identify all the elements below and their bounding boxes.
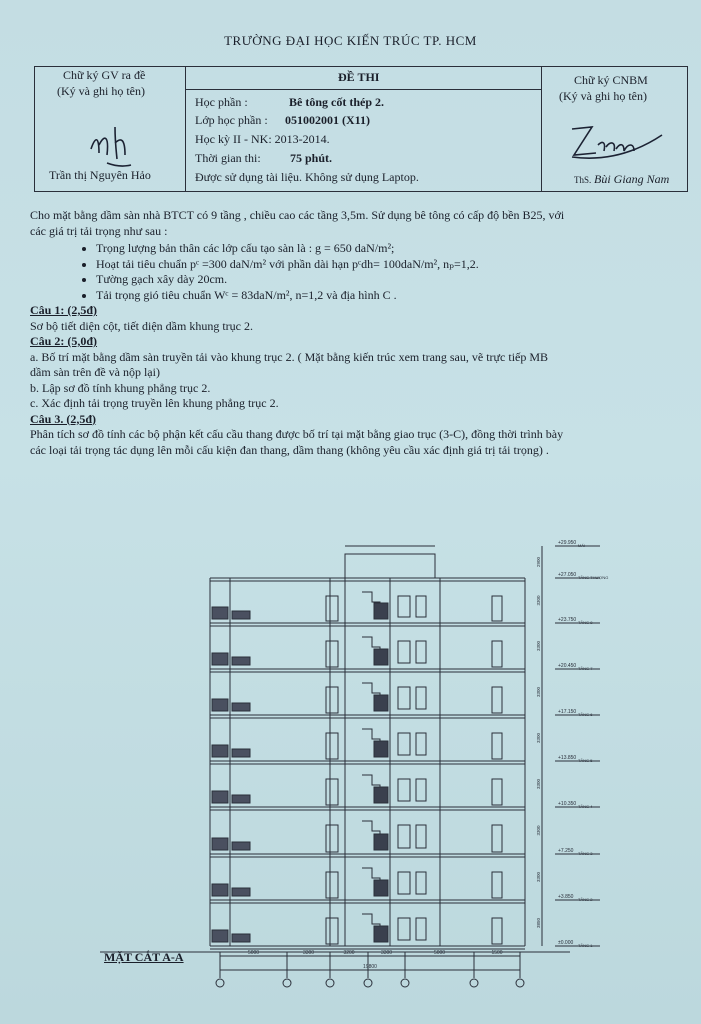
story-dim: 3300 — [536, 595, 541, 606]
door — [492, 733, 502, 759]
title-divider — [186, 89, 541, 90]
railing — [232, 749, 250, 757]
level-name: TẦNG 4 — [578, 804, 593, 809]
window — [398, 596, 410, 617]
question-2-title: Câu 2: (5,0đ) — [30, 334, 98, 348]
roof-block — [345, 554, 435, 578]
stair-run — [374, 834, 388, 850]
stair-run — [374, 787, 388, 803]
door — [326, 641, 338, 667]
level-name: TẦNG 2 — [578, 897, 593, 902]
list-item: • Trọng lượng bản thân các lớp cấu tạo sàn là : g = 650 daN/m²; — [96, 241, 695, 257]
question-2-line: b. Lập sơ đồ tính khung phẳng trục 2. — [30, 380, 211, 395]
question-3-title: Câu 3. (2,5đ) — [30, 411, 97, 426]
level-elev: +13.850 — [558, 755, 577, 761]
story-dim: 3300 — [536, 871, 541, 883]
head-name: Bùi Giang Nam — [594, 172, 670, 186]
level-elev: +29.950 — [558, 540, 577, 546]
intro-line-2: các giá trị tải trọng như sau : — [30, 223, 168, 238]
door — [326, 733, 338, 759]
teacher-signature — [85, 119, 145, 169]
balcony — [212, 930, 228, 942]
teacher-name: Trần thị Nguyên Hảo — [49, 168, 151, 182]
course-label: Học phần : — [195, 95, 248, 109]
load-list — [30, 241, 695, 303]
railing — [232, 657, 250, 665]
level-elev: +27.050 — [558, 572, 577, 578]
railing — [232, 888, 250, 896]
materials-rule: Được sử dụng tài liệu. Không sử dụng Laptop. — [195, 170, 419, 184]
door — [492, 687, 502, 713]
exam-body — [30, 208, 695, 458]
head-signature — [562, 115, 672, 165]
exam-info-cell — [186, 67, 542, 191]
span-dim: 3300 — [380, 950, 393, 956]
grid-bubble — [470, 979, 478, 987]
level-elev: ±0.000 — [558, 940, 574, 946]
story-dim: 3300 — [536, 640, 541, 652]
level-elev: +7.250 — [558, 848, 574, 854]
door — [492, 825, 502, 852]
window — [416, 641, 426, 663]
duration-label: Thời gian thi: — [195, 151, 261, 165]
stair-run — [374, 649, 388, 665]
exam-title: ĐỀ THI — [338, 70, 380, 84]
story-dim: 3300 — [536, 732, 541, 744]
railing — [232, 842, 250, 850]
balcony — [212, 653, 228, 665]
level-elev: +17.150 — [558, 709, 577, 715]
span-dim: 1500 — [491, 950, 503, 956]
stair-run — [374, 880, 388, 896]
door — [326, 872, 338, 898]
course-value: Bê tông cốt thép 2. — [289, 95, 384, 109]
grid-bubble — [401, 979, 409, 987]
window — [398, 779, 410, 801]
door — [492, 779, 502, 805]
question-2-line: c. Xác định tải trọng truyền lên khung phẳng trục 2. — [30, 396, 279, 410]
story-dim: 3300 — [536, 778, 541, 790]
balcony — [212, 745, 228, 757]
level-elev: +20.450 — [558, 663, 577, 669]
door — [326, 779, 338, 805]
list-item: • Tải trọng gió tiêu chuẩn Wᶜ = 83daN/m², n=1,2 và địa hình C . — [96, 288, 695, 304]
window — [398, 641, 410, 663]
level-name: TẦNG 7 — [578, 666, 593, 671]
head-signature-title: Chữ ký CNBM — [574, 73, 648, 87]
level-name: TẦNG 6 — [578, 712, 593, 717]
window — [416, 733, 426, 755]
door — [326, 596, 338, 621]
balcony — [212, 838, 228, 850]
stair-run — [374, 695, 388, 711]
duration-value: 75 phút. — [290, 151, 333, 165]
section-drawing — [100, 528, 690, 998]
railing — [232, 611, 250, 619]
level-name: TẦNG 3 — [578, 851, 593, 856]
window — [416, 918, 426, 940]
question-3-line: Phân tích sơ đồ tính các bộ phận kết cấu cầu thang được bố trí tại mặt bằng giao trục (3-C), đồng thời trình bày — [30, 427, 564, 441]
grid-bubble — [283, 979, 291, 987]
door — [326, 687, 338, 713]
question-1-title: Câu 1: (2,5đ) — [30, 303, 98, 317]
span-dim: 5000 — [433, 950, 446, 956]
window — [398, 872, 410, 894]
railing — [232, 703, 250, 711]
window — [416, 872, 426, 894]
semester: Học kỳ II - NK: 2013-2014. — [195, 132, 330, 146]
teacher-signature-cell — [35, 67, 186, 191]
list-item: • Tường gạch xây dày 20cm. — [96, 272, 695, 288]
door — [492, 641, 502, 667]
balcony — [212, 699, 228, 711]
story-dim: 3850 — [536, 917, 541, 929]
story-dim: 3300 — [536, 825, 541, 836]
class-label: Lớp học phần : — [195, 113, 268, 127]
window — [416, 687, 426, 709]
head-signature-cell — [542, 67, 687, 191]
grid-bubble — [516, 979, 524, 987]
teacher-signature-subtitle: (Ký và ghi họ tên) — [57, 84, 145, 98]
list-item: • Hoạt tải tiêu chuẩn pᶜ =300 daN/m² với phần dài hạn pᶜdh= 100daN/m², nₚ=1,2. — [96, 257, 695, 273]
window — [398, 733, 410, 755]
span-dim: 5000 — [247, 950, 260, 956]
grid-bubble — [326, 979, 334, 987]
level-elev: +23.750 — [558, 617, 577, 623]
level-elev: +10.350 — [558, 801, 577, 807]
intro-line-1: Cho mặt bằng dầm sàn nhà BTCT có 9 tầng , chiều cao các tầng 3,5m. Sử dụng bê tông có cấp độ bền B25, với — [30, 208, 565, 222]
total-dim: 19800 — [363, 964, 377, 970]
header-table — [34, 66, 688, 192]
span-dim: 3200 — [343, 950, 355, 956]
balcony — [212, 791, 228, 803]
story-dim: 2900 — [536, 556, 541, 568]
level-name: TẦNG 5 — [578, 758, 593, 763]
stair-run — [374, 926, 388, 942]
window — [398, 918, 410, 940]
teacher-signature-title: Chữ ký GV ra đề — [63, 68, 146, 82]
question-1-line: Sơ bộ tiết diện cột, tiết diện dầm khung trục 2. — [30, 318, 253, 333]
question-2-line: dầm sàn trên đề và nộp lại) — [30, 365, 160, 379]
door — [492, 872, 502, 898]
window — [416, 596, 426, 617]
question-2-line: a. Bố trí mặt bằng dầm sàn truyền tải vào khung trục 2. ( Mặt bằng kiến trúc xem trang sau, vẽ trực tiếp MB — [30, 349, 549, 364]
railing — [232, 934, 250, 942]
stair-run — [374, 603, 388, 619]
level-name: TẦNG 1 — [578, 943, 593, 948]
stair-run — [374, 741, 388, 757]
grid-bubble — [364, 979, 372, 987]
school-name: TRƯỜNG ĐẠI HỌC KIẾN TRÚC TP. HCM — [224, 33, 477, 48]
level-name: TẦNG THƯỢNG — [578, 575, 609, 580]
class-value: 051002001 (X11) — [285, 113, 370, 127]
head-name-prefix: ThS. — [574, 175, 592, 185]
window — [398, 825, 410, 848]
window — [416, 825, 426, 848]
door — [492, 918, 502, 944]
head-signature-subtitle: (Ký và ghi họ tên) — [559, 89, 647, 103]
door — [326, 918, 338, 944]
level-elev: +3.850 — [558, 894, 574, 900]
span-dim: 3300 — [302, 950, 315, 956]
door — [326, 825, 338, 852]
railing — [232, 795, 250, 803]
level-name: MÁI — [578, 543, 586, 548]
window — [416, 779, 426, 801]
question-3-line: các loại tải trọng tác dụng lên mỗi cấu kiện đan thang, dầm thang (không yêu cầu xác định giá trị tải trọng) . — [30, 442, 549, 457]
window — [398, 687, 410, 709]
balcony — [212, 607, 228, 619]
door — [492, 596, 502, 621]
balcony — [212, 884, 228, 896]
drawing-caption: MẶT CẮT A-A — [104, 950, 184, 964]
grid-bubble — [216, 979, 224, 987]
story-dim: 3300 — [536, 686, 541, 698]
level-name: TẦNG 8 — [578, 620, 593, 625]
